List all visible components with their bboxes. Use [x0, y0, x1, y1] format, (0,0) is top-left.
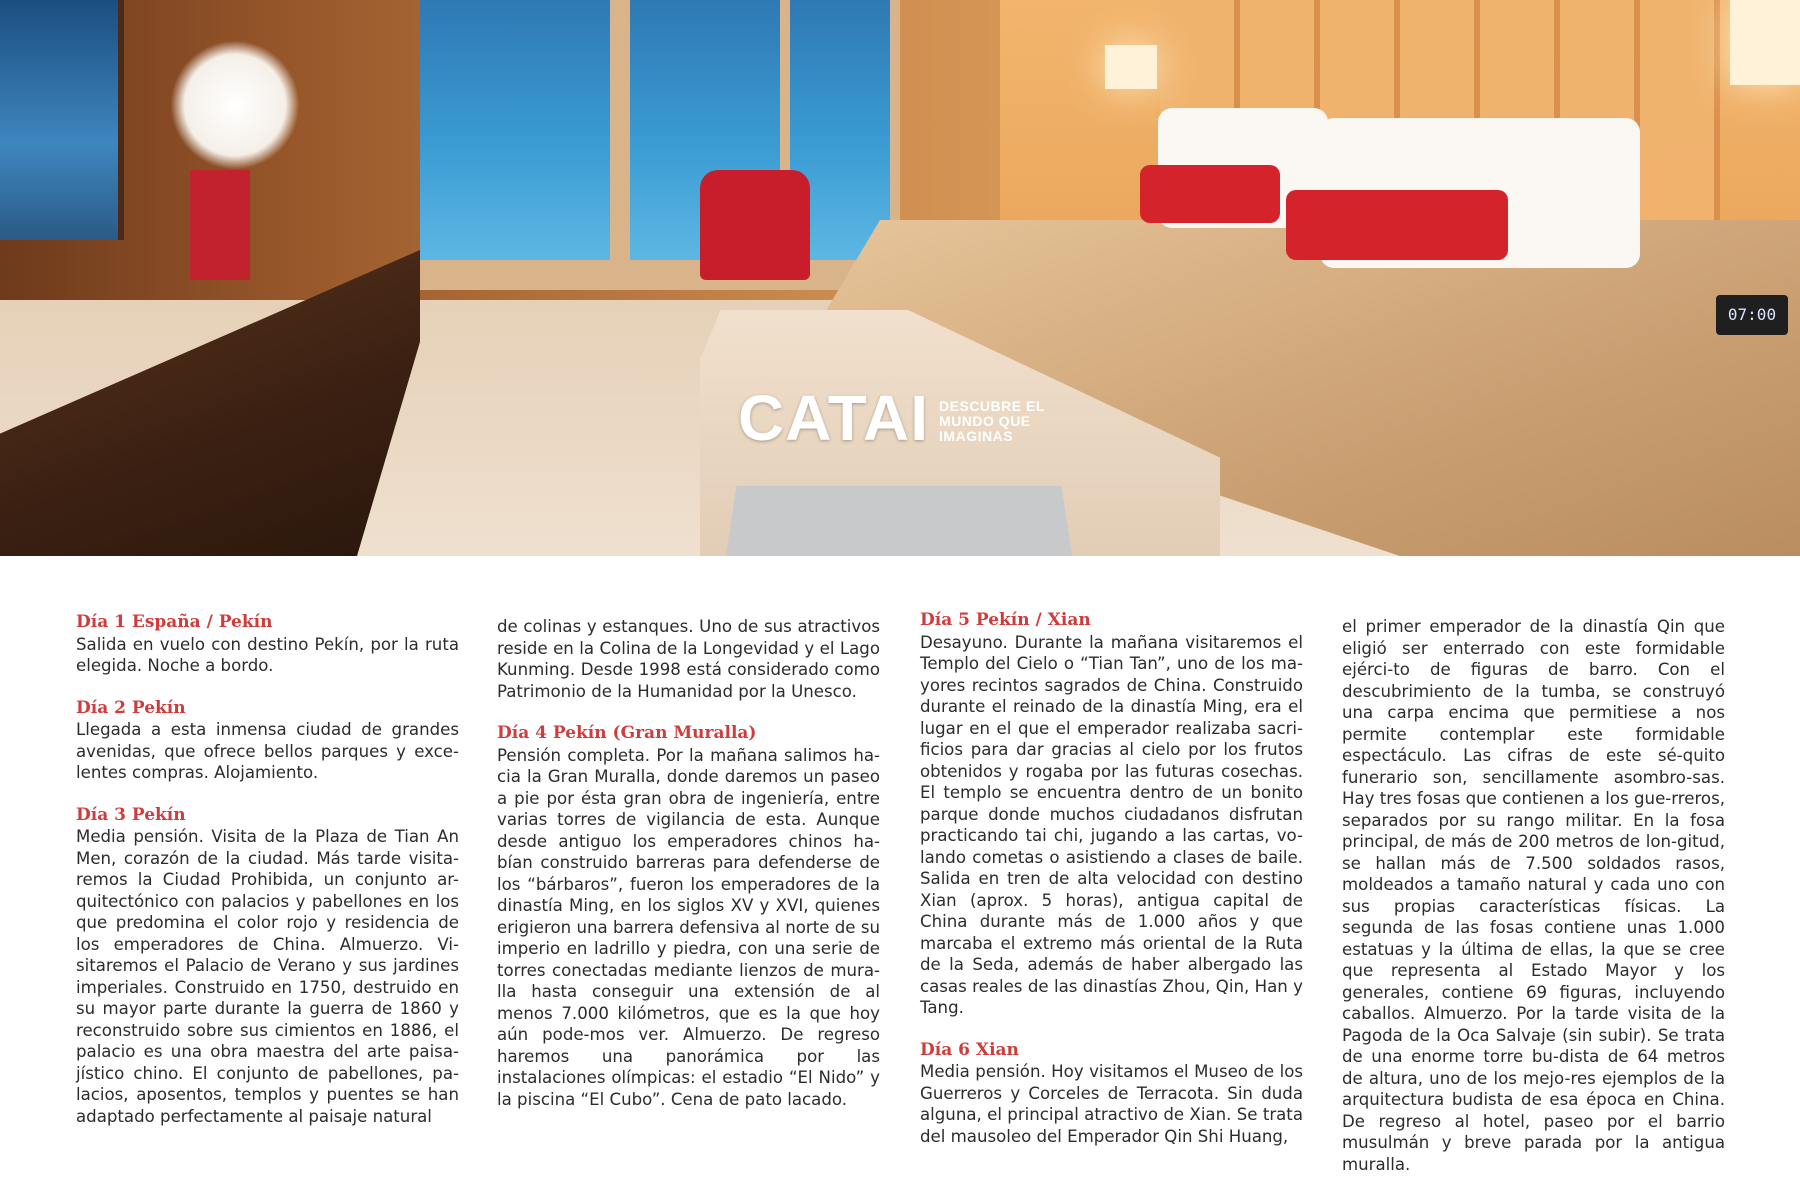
hero-alarm-clock: 07:00	[1716, 295, 1788, 335]
day-text: Media pensión. Visita de la Plaza de Tian An Men, corazón de la ciudad. Más tarde visita-remos la Ciudad Prohibida, un conjunto ar-quitectónico con palacios y pabellones en los que predomina el color rojo y residencia de los emperadores de China. Almuerzo. Vi-sitaremos el Palacio de Verano y sus jardines imperiales. Construido en 1750, destruido en su mayor parte durante la guerra de 1860 y reconstruido sobre sus cimientos en 1886, el palacio es una obra maestra del arte paisa-jístico chino. El conjunto de pabellones, pa-lacios, aposentos, templos y puentes se han adaptado perfectamente al paisaje natural	[76, 827, 459, 1126]
continued-text	[1342, 616, 1725, 1175]
itinerary-day	[76, 805, 459, 1128]
continued-paragraph: de colinas y estanques. Uno de sus atractivos reside en la Colina de la Longevidad y el Lago Kunming. Desde 1998 está considerado como Patrimonio de la Humanidad por la Unesco.	[497, 617, 880, 701]
logo-tagline-line: MUNDO QUE	[939, 413, 1031, 429]
hero-lamp	[1105, 45, 1157, 89]
hero-vase	[190, 170, 250, 280]
hero-photo	[0, 0, 1800, 556]
text-column-1	[76, 612, 459, 1127]
text-column-3	[920, 610, 1303, 1147]
hero-armchair	[700, 170, 810, 280]
continued-paragraph: el primer emperador de la dinastía Qin que eligió ser enterrado con este formidable ejérci-to de figuras de barro. Con el descubrimiento de la tumba, se construyó una carpa encima que permitiese a nos permite contemplar este formidable espectáculo. Las cifras de este sé-quito funerario son, sencillamente asombro-sas. Hay tres fosas que contienen a los gue-rreros, separados por su rango militar. En la fosa principal, de más de 200 metros de lon-gitud, se hallan más de 7.500 soldados rasos, moldeados a tamaño natural y cada uno con sus propias características físicas. La segunda de las fosas contiene unas 1.000 estatuas y la última de ellas, la que se cree que representa al Estado Mayor y los generales, contiene 69 figuras, incluyendo caballos. Almuerzo. Por la tarde visita de la Pagoda de la Oca Salvaje (sin subir). Se trata de una enorme torre bu-dista de 64 metros de altura, uno de los mejo-res ejemplos de la arquitectura budista de esa época en China. De regreso al hotel, paseo por el barrio musulmán y breve parada por la antigua muralla.	[1342, 617, 1725, 1174]
logo-tagline-line: DESCUBRE EL	[939, 398, 1045, 414]
itinerary-day	[497, 723, 880, 1110]
day-text: Desayuno. Durante la mañana visitaremos el Templo del Cielo o “Tian Tan”, uno de los ma-yores recintos sagrados de China. Construido durante el reinado de la dinastía Ming, era el lugar en el que el emperador realizaba sacri-ficios para dar gracias al cielo por los frutos obtenidos y rogaba por las futuras cosechas. El templo se encuentra dentro de un bonito parque donde muchos ciudadanos disfrutan practicando tai chi, jugando a las cartas, vo-lando cometas o asistiendo a clases de baile. Salida en tren de alta velocidad con destino Xian (aprox. 5 horas), antigua capital de China durante más de 1.000 años y que marcaba el extremo más oriental de la Ruta de la Seda, además de haber albergado las casas reales de las dinastías Zhou, Qin, Han y Tang.	[920, 632, 1303, 1017]
hero-lamp	[1730, 0, 1800, 85]
logo-tagline-line: IMAGINAS	[939, 428, 1014, 444]
day-text: Llegada a esta inmensa ciudad de grandes avenidas, que ofrece bellos parques y exce-lentes compras. Alojamiento.	[76, 720, 459, 782]
hero-red-cushion	[1140, 165, 1280, 223]
day-title: Día 6 Xian	[920, 1039, 1019, 1060]
hero-flowers	[170, 40, 300, 170]
day-title: Día 5 Pekín / Xian	[920, 610, 1091, 630]
logo-wordmark: CATAI	[738, 382, 930, 454]
itinerary-day	[76, 698, 459, 784]
continued-text	[497, 616, 880, 702]
text-column-4	[1342, 616, 1725, 1175]
day-title: Día 1 España / Pekín	[76, 612, 273, 632]
day-text: Salida en vuelo con destino Pekín, por la ruta elegida. Noche a bordo.	[76, 634, 459, 675]
itinerary-day	[76, 612, 459, 677]
hero-tv-screen	[0, 0, 124, 240]
hero-window-pane	[420, 0, 610, 260]
hero-grey-tab	[726, 486, 1072, 556]
day-text: Pensión completa. Por la mañana salimos ha-cia la Gran Muralla, donde daremos un paseo a pie por ésta gran obra de ingeniería, entre varias torres de vigilancia de esta. Aunque desde antiguo los emperadores chinos ha-bían construido barreras para defenderse de los “bárbaros”, fueron los emperadores de la dinastía Ming, en los siglos XV y XVI, quienes erigieron una barrera defensiva al norte de su imperio en ladrillo y piedra, con una serie de torres conectadas mediante lienzos de mura-lla hasta conseguir una extensión de al menos 7.000 kilómetros, que es la que hoy aún pode-mos ver. Almuerzo. De regreso haremos una panorámica por las instalaciones olímpicas: el estadio “El Nido” y la piscina “El Cubo”. Cena de pato lacado.	[497, 745, 880, 1109]
hero-red-cushion	[1286, 190, 1508, 260]
logo-tagline	[939, 399, 1045, 444]
text-column-2	[497, 616, 880, 1110]
day-title: Día 2 Pekín	[76, 697, 186, 718]
itinerary-day	[920, 610, 1303, 1019]
day-text: Media pensión. Hoy visitamos el Museo de los Guerreros y Corceles de Terracota. Sin duda alguna, el principal atractivo de Xian. Se trata del mausoleo del Emperador Qin Shi Huang,	[920, 1062, 1303, 1146]
catai-logo	[738, 382, 1045, 454]
day-title: Día 3 Pekín	[76, 804, 186, 825]
itinerary-day	[920, 1040, 1303, 1148]
day-title: Día 4 Pekín (Gran Muralla)	[497, 723, 757, 743]
